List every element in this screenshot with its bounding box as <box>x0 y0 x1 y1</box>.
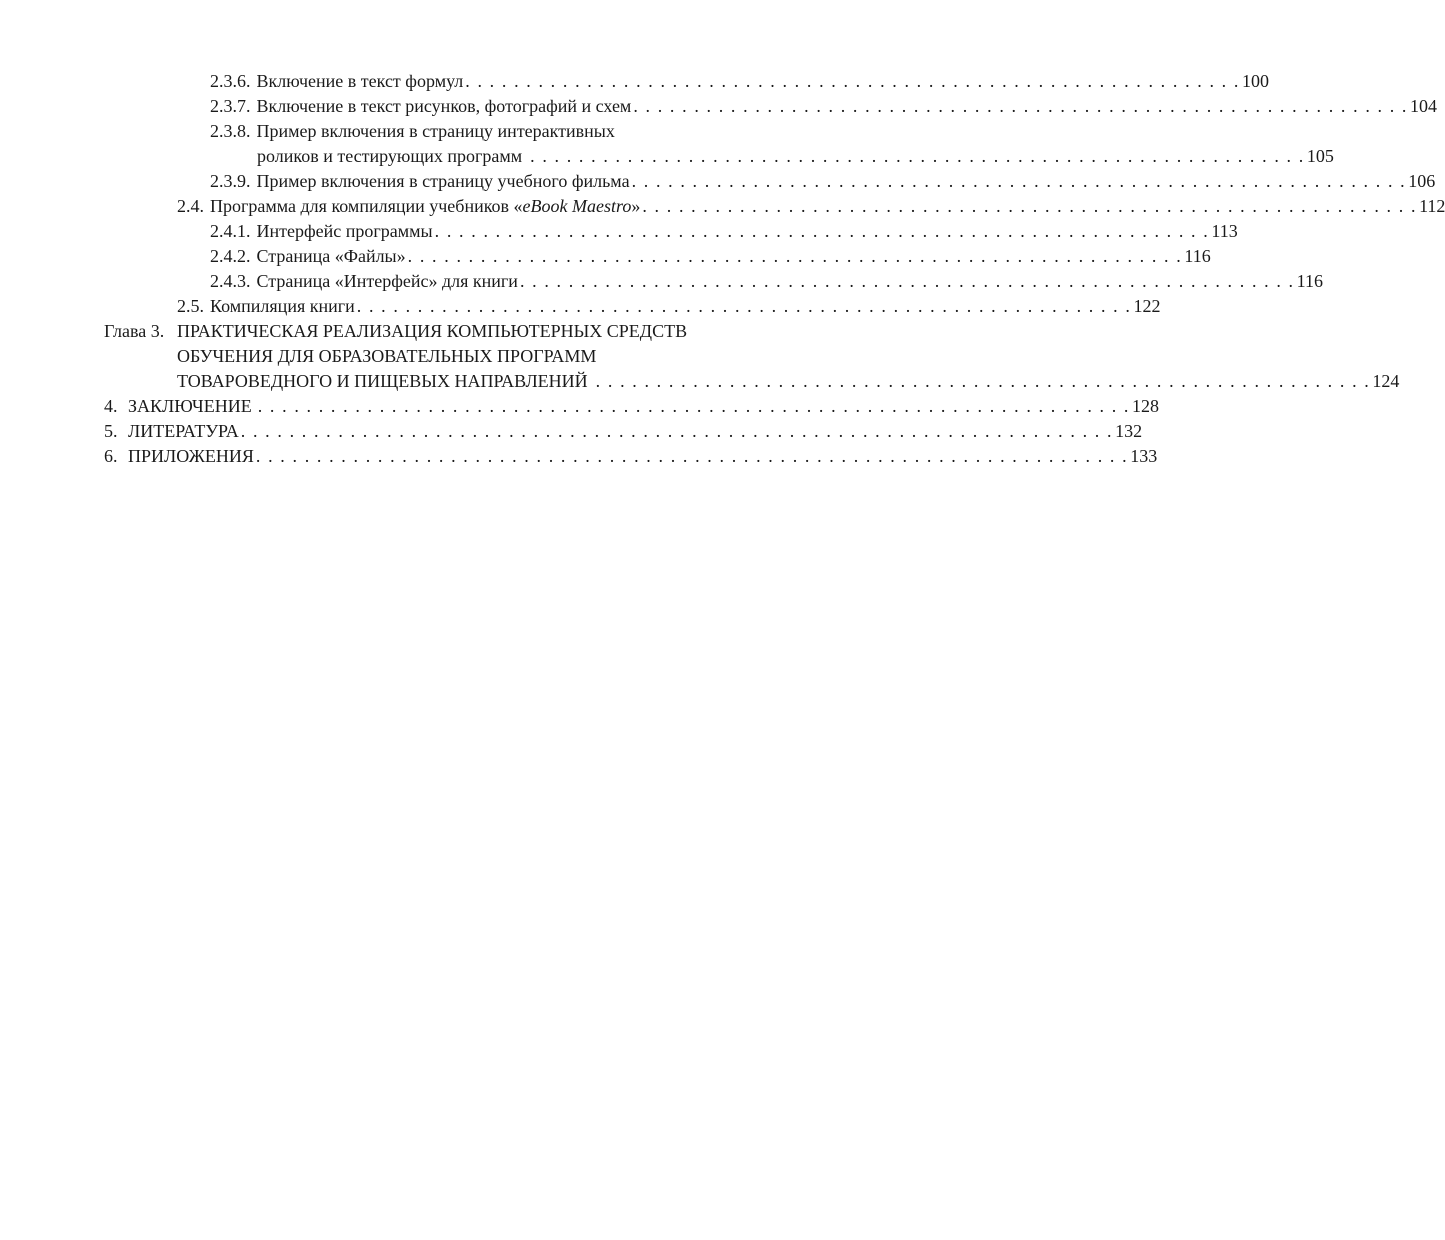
toc-entry-number: 4. <box>104 396 118 416</box>
toc-entry-page: 132 <box>1115 421 1143 441</box>
toc-entry-number: 2.3.8. <box>210 121 251 141</box>
toc-entry-number: Глава 3. <box>104 321 165 341</box>
toc-entry-title: роликов и тестирующих программ <box>257 146 523 166</box>
toc-entry-title: Компиляция книги <box>210 296 355 316</box>
toc-entry-2-3-8-continued <box>257 144 1334 169</box>
toc-leader-dots: . . . . . . . . . . . . . . . . . . . . . . . . . . . . . . . . . . . . . . . . . . . . . . . . . . . . . . . . . . . . . . . . <box>407 246 1183 266</box>
toc-entry-chapter-3 <box>104 319 751 344</box>
toc-leader-dots: . . . . . . . . . . . . . . . . . . . . . . . . . . . . . . . . . . . . . . . . . . . . . . . . . . . . . . . . . . . . . . . . <box>465 71 1240 91</box>
toc-entry-title: Интерфейс программы <box>256 221 433 241</box>
toc-leader-dots: . . . . . . . . . . . . . . . . . . . . . . . . . . . . . . . . . . . . . . . . . . . . . . . . . . . . . . . . . . . . . . . . <box>356 296 1132 316</box>
toc-entry-page: 116 <box>1184 246 1211 266</box>
toc-entry-2-4-3 <box>210 269 1323 294</box>
toc-entry-number: 2.4.2. <box>210 246 251 266</box>
toc-leader-dots: . . . . . . . . . . . . . . . . . . . . . . . . . . . . . . . . . . . . . . . . . . . . . . . . . . . . . . . . . . . . . . . . . . . . . . . . <box>257 396 1131 416</box>
toc-entry-page: 104 <box>1410 96 1438 116</box>
toc-leader-dots: . . . . . . . . . . . . . . . . . . . . . . . . . . . . . . . . . . . . . . . . . . . . . . . . . . . . . . . . . . . . . . . . <box>595 371 1371 391</box>
toc-entry-title: Страница «Интерфейс» для книги <box>256 271 518 291</box>
toc-leader-dots: . . . . . . . . . . . . . . . . . . . . . . . . . . . . . . . . . . . . . . . . . . . . . . . . . . . . . . . . . . . . . . . . <box>530 146 1305 166</box>
toc-leader-dots: . . . . . . . . . . . . . . . . . . . . . . . . . . . . . . . . . . . . . . . . . . . . . . . . . . . . . . . . . . . . . . . . <box>434 221 1210 241</box>
toc-entry-page: 122 <box>1133 296 1161 316</box>
toc-entry-page: 116 <box>1296 271 1323 291</box>
toc-leader-dots: . . . . . . . . . . . . . . . . . . . . . . . . . . . . . . . . . . . . . . . . . . . . . . . . . . . . . . . . . . . . . . . . . . . . . . . . <box>255 446 1129 466</box>
toc-leader-dots: . . . . . . . . . . . . . . . . . . . . . . . . . . . . . . . . . . . . . . . . . . . . . . . . . . . . . . . . . . . . . . . . <box>631 171 1407 191</box>
toc-entry-page: 106 <box>1408 171 1436 191</box>
toc-entry-2-3-6 <box>210 69 1269 94</box>
toc-entry-chapter-3-continued-1 <box>177 344 751 369</box>
toc-entry-title: Включение в текст рисунков, фотографий и схем <box>256 96 632 116</box>
toc-entry-number: 2.5. <box>177 296 204 316</box>
toc-entry-number: 2.4.1. <box>210 221 251 241</box>
toc-entry-number: 2.4. <box>177 196 204 216</box>
toc-entry-page: 128 <box>1132 396 1160 416</box>
toc-entry-2-4-2 <box>210 244 1211 269</box>
toc-entry-title: ТОВАРОВЕДНОГО И ПИЩЕВЫХ НАПРАВЛЕНИЙ <box>177 371 588 391</box>
toc-entry-title: Страница «Файлы» <box>256 246 406 266</box>
toc-entry-title: Пример включения в страницу интерактивных <box>256 121 615 141</box>
toc-entry-number: 2.3.9. <box>210 171 251 191</box>
toc-leader-dots: . . . . . . . . . . . . . . . . . . . . . . . . . . . . . . . . . . . . . . . . . . . . . . . . . . . . . . . . . . . . . . . . <box>633 96 1409 116</box>
toc-entry-2-5 <box>177 294 1161 319</box>
toc-entry-title: ПРАКТИЧЕСКАЯ РЕАЛИЗАЦИЯ КОМПЬЮТЕРНЫХ СРЕДСТВ <box>177 321 688 341</box>
toc-leader-dots: . . . . . . . . . . . . . . . . . . . . . . . . . . . . . . . . . . . . . . . . . . . . . . . . . . . . . . . . . . . . . . . . <box>519 271 1295 291</box>
toc-leader-dots: . . . . . . . . . . . . . . . . . . . . . . . . . . . . . . . . . . . . . . . . . . . . . . . . . . . . . . . . . . . . . . . . . . . . . . . . <box>240 421 1114 441</box>
toc-entry-2-4 <box>177 194 1445 219</box>
toc-entry-number: 2.3.7. <box>210 96 251 116</box>
toc-entry-title: Пример включения в страницу учебного фильма <box>256 171 630 191</box>
toc-entry-number: 6. <box>104 446 118 466</box>
toc-entry-2-3-7 <box>210 94 1438 119</box>
toc-entry-6 <box>104 444 1158 469</box>
toc-entry-number: 5. <box>104 421 118 441</box>
toc-entry-2-3-8 <box>210 119 751 144</box>
toc-entry-chapter-3-continued-2 <box>177 369 1400 394</box>
toc-leader-dots: . . . . . . . . . . . . . . . . . . . . . . . . . . . . . . . . . . . . . . . . . . . . . . . . . . . . . . . . . . . . . . . . <box>642 196 1418 216</box>
toc-entry-page: 112 <box>1419 196 1445 216</box>
toc-entry-5 <box>104 419 1143 444</box>
toc-entry-title: ЗАКЛЮЧЕНИЕ <box>128 396 252 416</box>
toc-entry-title: ОБУЧЕНИЯ ДЛЯ ОБРАЗОВАТЕЛЬНЫХ ПРОГРАММ <box>177 346 597 366</box>
toc-entry-title: ЛИТЕРАТУРА <box>128 421 239 441</box>
toc-entry-number: 2.4.3. <box>210 271 251 291</box>
toc-entry-page: 113 <box>1211 221 1238 241</box>
toc-entry-title: ПРИЛОЖЕНИЯ <box>128 446 254 466</box>
toc-entry-page: 100 <box>1241 71 1269 91</box>
toc-entry-title: Программа для компиляции учебников «eBook Maestro» <box>210 196 641 216</box>
toc-entry-page: 133 <box>1130 446 1158 466</box>
toc-entry-page: 124 <box>1372 371 1400 391</box>
toc-entry-2-3-9 <box>210 169 1436 194</box>
toc-entry-title-italic: eBook Maestro <box>522 196 632 216</box>
toc-entry-2-4-1 <box>210 219 1238 244</box>
toc-entry-page: 105 <box>1306 146 1334 166</box>
toc-entry-4 <box>104 394 1160 419</box>
toc-entry-number: 2.3.6. <box>210 71 251 91</box>
toc-entry-title: Включение в текст формул <box>256 71 464 91</box>
